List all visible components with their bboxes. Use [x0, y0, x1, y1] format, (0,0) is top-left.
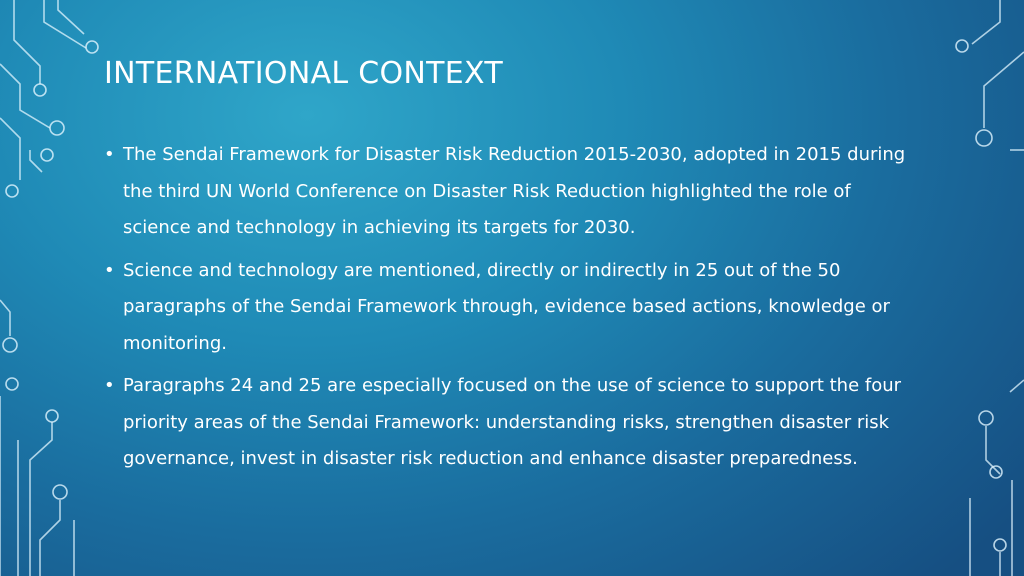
bullet-item	[104, 137, 924, 247]
circuit-left-lower	[0, 300, 74, 576]
bullet-marker: •	[104, 259, 115, 281]
bullet-text: Science and technology are mentioned, directly or indirectly in 25 out of the 50 paragraphs of the Sendai Framework through, evidence based actions, knowledge or monitoring.	[123, 259, 890, 354]
circuit-top-left	[0, 0, 98, 197]
bullet-text: Paragraphs 24 and 25 are especially focused on the use of science to support the four priority areas of the Sendai Framework: understanding risks, strengthen disaster risk governance, invest in disaster risk reduction and enhance disaster preparedness.	[123, 375, 902, 469]
bullet-marker: •	[104, 375, 115, 396]
bullet-marker: •	[104, 144, 115, 165]
bullet-item	[104, 368, 924, 478]
circuit-top-right	[956, 0, 1024, 150]
slide-title: INTERNATIONAL CONTEXT	[104, 56, 503, 91]
bullet-list	[104, 137, 924, 484]
bullet-item	[104, 253, 924, 363]
circuit-right-lower	[970, 380, 1024, 576]
bullet-text: The Sendai Framework for Disaster Risk Reduction 2015-2030, adopted in 2015 during the third UN World Conference on Disaster Risk Reduction highlighted the role of science and technology in achieving its targets for 2030.	[123, 144, 906, 238]
